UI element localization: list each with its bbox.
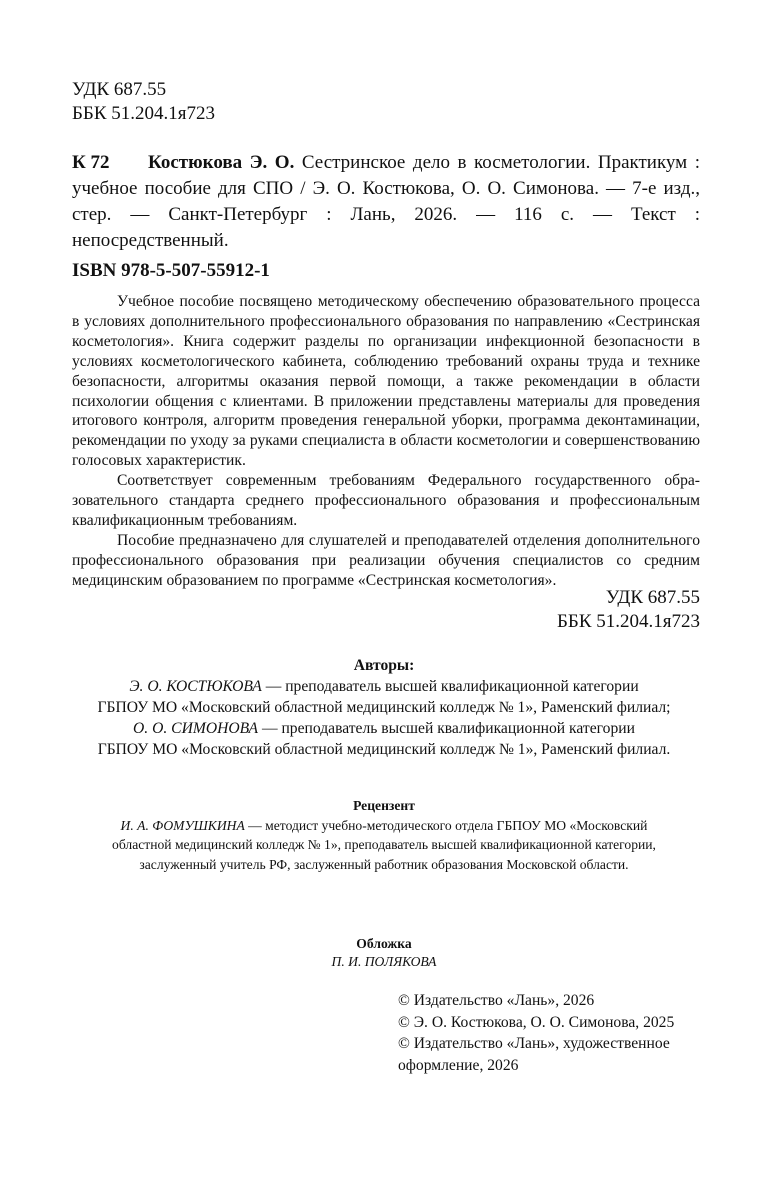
reviewer-line: областной медицинский колледж № 1», преподаватель высшей квалификационной категории, xyxy=(112,837,656,852)
udk-code: УДК 687.55 xyxy=(72,79,167,100)
reviewer-heading: Рецензент xyxy=(353,798,415,813)
author-org: ГБПОУ МО «Московский областной медицинский колледж № 1», Раменский филиал; xyxy=(97,699,671,716)
copyright-line: © Издательство «Лань», художественное xyxy=(398,1035,670,1052)
bbk-code: ББК 51.204.1я723 xyxy=(557,611,700,632)
author-role: — преподаватель высшей квалификационной категории xyxy=(261,678,639,695)
annotation-paragraph: Пособие предназначено для слушателей и преподавателей отделения дополнительного профессионального образования при реализации обучения специалистов со средним медицинским образованием по программе «Сестринская косметология». xyxy=(72,531,700,589)
copyright-line: © Издательство «Лань», 2026 xyxy=(398,992,595,1009)
author-name: О. О. СИМОНОВА xyxy=(133,720,259,737)
annotation-paragraph: Учебное пособие посвящено методическому обеспечению образовательного процесса в условиях дополнительного профессионального образования по направлению «Сестринская косметология». Книга содержит разделы по организации инфекционной безопасности в условиях косметологического кабинета, соблюдению требований охраны труда и технике безопасности, алгоритмы оказания первой помощи, а также рекомендации в области психологии общения с клиентами. В приложении представлены материалы для проведения итогового контроля, алгоритм проведения генеральной уборки, программа деконтаминации, рекомендации по уходу за руками специалиста в области косметологии и совершенствованию голосовых характеристик. xyxy=(72,293,700,470)
reviewer-line: заслуженный учитель РФ, заслуженный работник образования Московской области. xyxy=(139,856,629,872)
copyright-block xyxy=(398,990,708,1076)
reviewer-name: И. А. ФОМУШКИНА xyxy=(120,817,245,833)
author-sign: К 72 xyxy=(72,152,110,173)
classification-codes-right xyxy=(557,586,700,634)
author-org: ГБПОУ МО «Московский областной медицинский колледж № 1», Раменский филиал. xyxy=(97,741,671,758)
cover-designer: П. И. ПОЛЯКОВА xyxy=(331,954,437,969)
book-description: Сестринское дело в косметологии. Практикум : учебное пособие для СПО / Э. О. Костюкова, О. О. Симонова. — 7-е изд., стер. — Санкт-Петербург : Лань, 2026. — 116 с. — Текст : непосредственный. xyxy=(72,152,701,251)
authors-block xyxy=(60,655,708,760)
udk-code: УДК 687.55 xyxy=(605,587,700,608)
author-line xyxy=(60,676,708,697)
classification-codes-top xyxy=(72,78,215,126)
copyright-line: оформление, 2026 xyxy=(398,1056,519,1074)
copyright-line: © Э. О. Костюкова, О. О. Симонова, 2025 xyxy=(398,1013,675,1031)
reviewer-block xyxy=(60,796,708,874)
cover-heading: Обложка xyxy=(356,936,412,951)
reviewer-role: — методист учебно-методического отдела ГБПОУ МО «Московский xyxy=(244,817,648,833)
bbk-code: ББК 51.204.1я723 xyxy=(72,103,215,124)
authors-heading: Авторы: xyxy=(353,657,415,674)
author-line xyxy=(60,718,708,739)
author-role: — преподаватель высшей квалификационной категории xyxy=(258,720,635,737)
author-name: Э. О. КОСТЮКОВА xyxy=(129,678,262,695)
cover-credit xyxy=(60,935,708,971)
main-author: Костюкова Э. О. xyxy=(148,152,295,173)
annotation-paragraph: Соответствует современным требованиям Федерального государственного образовательного стандарта среднего профессионального образования и профессиональным квалификационным требованиям. xyxy=(72,472,700,529)
annotation xyxy=(72,292,700,591)
bibliographic-description xyxy=(72,150,700,254)
reviewer-line xyxy=(60,816,708,836)
isbn: ISBN 978-5-507-55912-1 xyxy=(72,260,270,281)
bibliographic-record xyxy=(72,150,700,254)
